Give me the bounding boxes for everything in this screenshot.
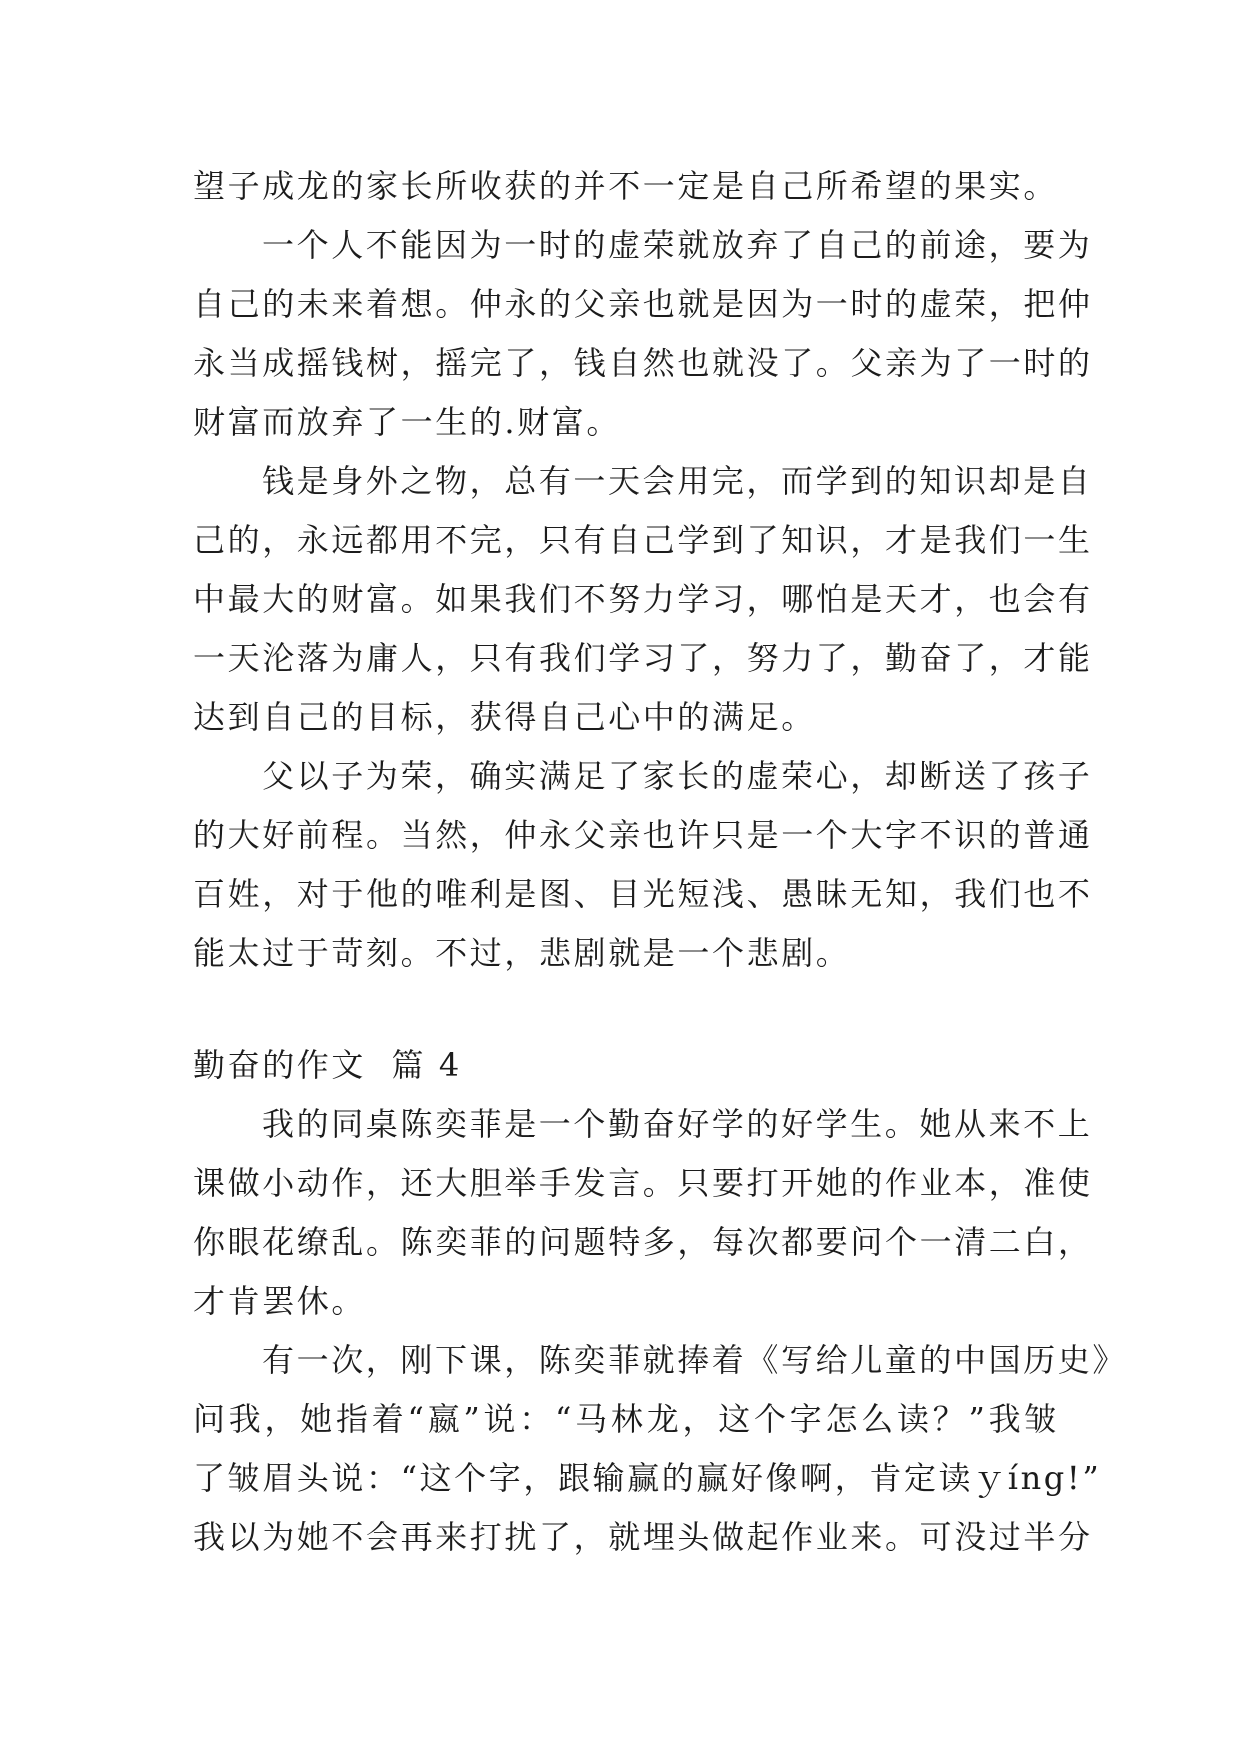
text-line: 了皱眉头说：“这个字，跟输赢的赢好像啊，肯定读ｙíng!” [193,1459,1102,1497]
paragraph [193,1331,1128,1567]
text-line: 己的，永远都用不完，只有自己学到了知识，才是我们一生 [193,521,1093,559]
text-line: 才肯罢休。 [193,1282,367,1320]
text-line: 问我，她指着“嬴”说：“马林龙，这个字怎么读？”我皱 [193,1400,1059,1438]
text-line: 一天沦落为庸人，只有我们学习了，努力了，勤奋了，才能 [193,639,1093,677]
text-line: 钱是身外之物，总有一天会用完，而学到的知识却是自 [262,462,1093,500]
text-line: 望子成龙的家长所收获的并不一定是自己所希望的果实。 [193,167,1059,205]
text-line: 财富而放弃了一生的.财富。 [193,403,621,441]
text-line: 达到自己的目标，获得自己心中的满足。 [193,698,816,736]
text-line: 我以为她不会再来打扰了，就埋头做起作业来。可没过半分 [193,1518,1093,1556]
text-line: 有一次，刚下课，陈奕菲就捧着《写给儿童的中国历史》 [262,1341,1128,1379]
text-line: 课做小动作，还大胆举手发言。只要打开她的作业本，准使 [193,1164,1093,1202]
text-line: 百姓，对于他的唯利是图、目光短浅、愚昧无知，我们也不 [193,875,1093,913]
text-line: 自己的未来着想。仲永的父亲也就是因为一时的虚荣，把仲 [193,285,1093,323]
previous-essay-tail [193,157,1093,983]
paragraph [193,747,1093,983]
paragraph [193,216,1093,452]
text-line: 父以子为荣，确实满足了家长的虚荣心，却断送了孩子 [262,757,1093,795]
document-body [193,157,1128,1567]
carryover-paragraph [193,157,1059,216]
text-line: 的大好前程。当然，仲永父亲也许只是一个大字不识的普通 [193,816,1093,854]
text-line: 我的同桌陈奕菲是一个勤奋好学的好学生。她从来不上 [262,1105,1093,1143]
essay-body [193,1095,1128,1567]
text-line: 能太过于苛刻。不过，悲剧就是一个悲剧。 [193,934,851,972]
text-line: 你眼花缭乱。陈奕菲的问题特多，每次都要问个一清二白， [193,1223,1093,1261]
paragraph [193,1095,1093,1331]
text-line: 永当成摇钱树，摇完了，钱自然也就没了。父亲为了一时的 [193,344,1093,382]
text-line: 中最大的财富。如果我们不努力学习，哪怕是天才，也会有 [193,580,1093,618]
paragraph [193,452,1093,747]
text-line: 一个人不能因为一时的虚荣就放弃了自己的前途，要为 [262,226,1093,264]
essay-heading: 勤奋的作文 篇 4 [193,1046,462,1084]
